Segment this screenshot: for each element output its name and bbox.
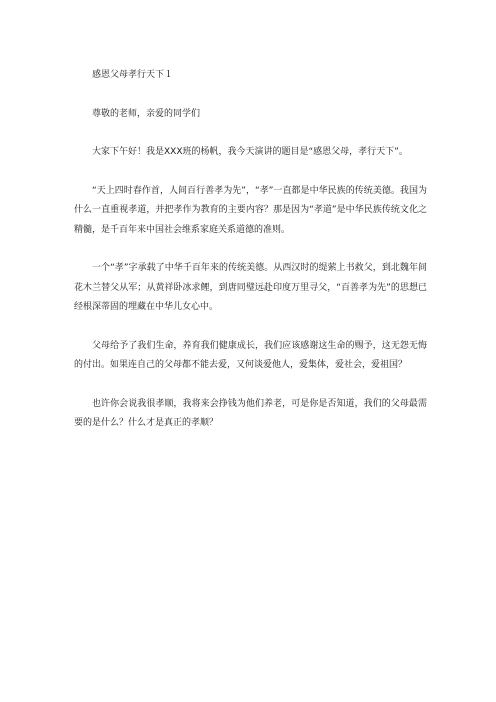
paragraph-1: 大家下午好！我是XXX班的杨帆，我今天演讲的题目是“感恩父母，孝行天下”。 xyxy=(92,147,408,157)
paragraph-3: 一个“孝”字承载了中华千百年来的传统美德。从西汉时的缇萦上书救父，到北魏年间花木兰替父从军；从黄祥卧冰求鲤，到唐同璧远赴印度万里寻父，“百善孝为先”的思想已经根深蒂固的埋藏在中华儿女心中。 xyxy=(74,263,427,312)
paragraph-5: 也许你会说我很孝顺，我将来会挣钱为他们养老，可是你是否知道，我们的父母最需要的是什么？什么才是真正的孝顺？ xyxy=(74,398,427,428)
paragraph-2: “天上四时春作首，人间百行善孝为先”，“孝”一直都是中华民族的传统美德。我国为什么一直重视孝道，并把孝作为教育的主要内容？那是因为“孝道”是中华民族传统文化之精髓，是千百年来中国社会维系家庭关系道德的准则。 xyxy=(74,185,427,235)
document-body xyxy=(74,66,427,434)
document-title: 感恩父母孝行天下１ xyxy=(92,70,174,80)
greeting: 尊敬的老师，亲爱的同学们 xyxy=(92,108,201,119)
paragraph-4: 父母给予了我们生命，养育我们健康成长，我们应该感谢这生命的赐予，这无怨无悔的付出。如果连自己的父母都不能去爱，又何谈爱他人，爱集体，爱社会，爱祖国？ xyxy=(74,340,427,370)
